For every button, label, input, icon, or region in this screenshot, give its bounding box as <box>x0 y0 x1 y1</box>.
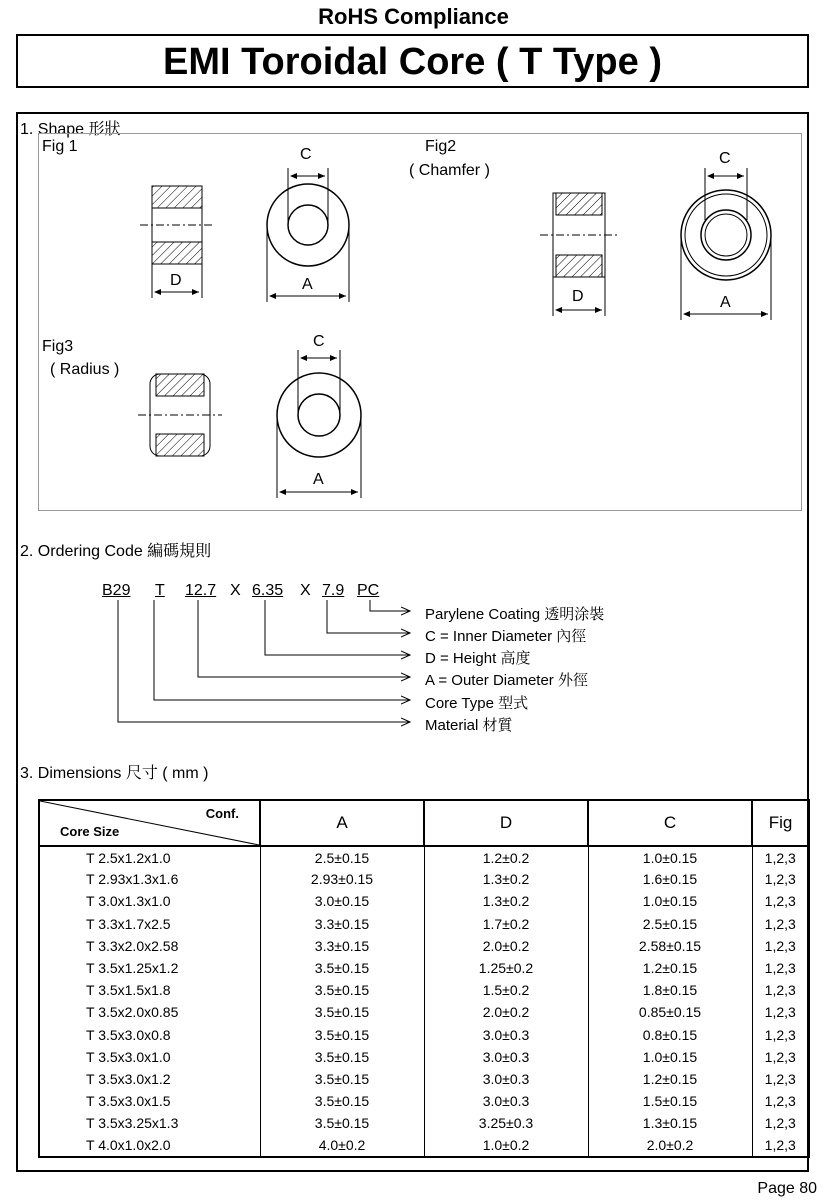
cell-d: 1.7±0.2 <box>424 913 588 935</box>
cell-c: 1.8±0.15 <box>588 979 752 1001</box>
desc-height: D = Height 高度 <box>425 650 531 667</box>
cell-fig: 1,2,3 <box>752 1090 809 1112</box>
code-part-type: T <box>155 582 165 599</box>
table-row <box>39 935 809 957</box>
cell-a: 2.5±0.15 <box>260 846 424 868</box>
cell-core-size: T 3.5x3.0x1.5 <box>39 1090 260 1112</box>
cell-core-size: T 3.5x3.0x0.8 <box>39 1024 260 1046</box>
fig3-label: Fig3 <box>42 338 74 355</box>
cell-fig: 1,2,3 <box>752 1046 809 1068</box>
code-part-d: 6.35 <box>252 582 284 599</box>
cell-core-size: T 3.3x2.0x2.58 <box>39 935 260 957</box>
cell-core-size: T 2.93x1.3x1.6 <box>39 868 260 890</box>
cell-d: 2.0±0.2 <box>424 935 588 957</box>
cell-fig: 1,2,3 <box>752 868 809 890</box>
cell-d: 3.0±0.3 <box>424 1024 588 1046</box>
column-header-d: D <box>424 800 588 846</box>
code-part-a: 12.7 <box>185 582 217 599</box>
desc-coating: Parylene Coating 透明涂裝 <box>425 606 605 623</box>
cell-core-size: T 3.5x3.25x1.3 <box>39 1112 260 1134</box>
table-row <box>39 957 809 979</box>
cell-a: 3.0±0.15 <box>260 890 424 912</box>
cell-core-size: T 3.5x2.0x0.85 <box>39 1001 260 1023</box>
cell-fig: 1,2,3 <box>752 1134 809 1156</box>
cell-a: 3.5±0.15 <box>260 1068 424 1090</box>
desc-inner-diameter: C = Inner Diameter 內徑 <box>425 628 587 645</box>
cell-c: 2.5±0.15 <box>588 913 752 935</box>
table-row <box>39 1024 809 1046</box>
shape-heading: 1. Shape 形狀 <box>20 121 121 138</box>
cell-c: 0.8±0.15 <box>588 1024 752 1046</box>
cell-d: 3.25±0.3 <box>424 1112 588 1134</box>
cell-fig: 1,2,3 <box>752 935 809 957</box>
page-title: EMI Toroidal Core ( T Type ) <box>16 34 809 88</box>
cell-core-size: T 3.5x3.0x1.0 <box>39 1046 260 1068</box>
table-row <box>39 979 809 1001</box>
cell-fig: 1,2,3 <box>752 846 809 868</box>
table-row <box>39 890 809 912</box>
rohs-heading: RoHS Compliance <box>318 4 509 29</box>
cell-d: 3.0±0.3 <box>424 1068 588 1090</box>
fig2-sublabel: ( Chamfer ) <box>409 162 490 179</box>
fig3-c-label: C <box>313 333 325 350</box>
table-body <box>39 846 809 1157</box>
column-header-c: C <box>588 800 752 846</box>
cell-c: 1.5±0.15 <box>588 1090 752 1112</box>
fig3-a-label: A <box>313 471 324 488</box>
cell-a: 3.5±0.15 <box>260 1046 424 1068</box>
code-part-coating: PC <box>357 582 380 599</box>
code-part-c: 7.9 <box>322 582 345 599</box>
cell-core-size: T 3.3x1.7x2.5 <box>39 913 260 935</box>
cell-d: 1.3±0.2 <box>424 890 588 912</box>
cell-fig: 1,2,3 <box>752 979 809 1001</box>
fig2-label: Fig2 <box>425 138 457 155</box>
cell-d: 1.25±0.2 <box>424 957 588 979</box>
cell-fig: 1,2,3 <box>752 1024 809 1046</box>
cell-fig: 1,2,3 <box>752 1001 809 1023</box>
cell-d: 3.0±0.3 <box>424 1046 588 1068</box>
code-separator: X <box>300 582 311 599</box>
fig2-c-label: C <box>719 150 731 167</box>
cell-a: 4.0±0.2 <box>260 1134 424 1156</box>
cell-a: 3.5±0.15 <box>260 1090 424 1112</box>
cell-c: 1.2±0.15 <box>588 1068 752 1090</box>
cell-c: 2.58±0.15 <box>588 935 752 957</box>
table-row <box>39 1068 809 1090</box>
cell-a: 3.5±0.15 <box>260 957 424 979</box>
corner-conf-label: Conf. <box>205 806 239 821</box>
table-row <box>39 1046 809 1068</box>
page-number: Page 80 <box>757 1180 817 1197</box>
cell-d: 2.0±0.2 <box>424 1001 588 1023</box>
cell-core-size: T 3.5x1.5x1.8 <box>39 979 260 1001</box>
cell-core-size: T 3.0x1.3x1.0 <box>39 890 260 912</box>
fig2-d-label: D <box>572 288 584 305</box>
cell-a: 2.93±0.15 <box>260 868 424 890</box>
ordering-leader-lines <box>0 595 420 735</box>
table-header-row <box>39 800 809 846</box>
ordering-heading: 2. Ordering Code 編碼規則 <box>20 543 212 560</box>
code-part-material: B29 <box>102 582 131 599</box>
corner-size-label: Core Size <box>60 824 120 839</box>
table-row <box>39 1090 809 1112</box>
cell-core-size: T 2.5x1.2x1.0 <box>39 846 260 868</box>
column-header-fig: Fig <box>752 800 809 846</box>
fig1-c-label: C <box>300 146 312 163</box>
fig1-a-label: A <box>302 276 313 293</box>
cell-a: 3.5±0.15 <box>260 979 424 1001</box>
cell-a: 3.5±0.15 <box>260 1112 424 1134</box>
cell-a: 3.3±0.15 <box>260 935 424 957</box>
table-row <box>39 1134 809 1156</box>
column-header-a: A <box>260 800 424 846</box>
cell-c: 1.2±0.15 <box>588 957 752 979</box>
cell-a: 3.5±0.15 <box>260 1001 424 1023</box>
desc-outer-diameter: A = Outer Diameter 外徑 <box>425 672 588 689</box>
cell-core-size: T 3.5x1.25x1.2 <box>39 957 260 979</box>
cell-fig: 1,2,3 <box>752 913 809 935</box>
dimensions-table <box>38 799 810 1158</box>
cell-fig: 1,2,3 <box>752 1112 809 1134</box>
code-separator: X <box>230 582 241 599</box>
cell-c: 1.0±0.15 <box>588 1046 752 1068</box>
cell-core-size: T 3.5x3.0x1.2 <box>39 1068 260 1090</box>
cell-c: 2.0±0.2 <box>588 1134 752 1156</box>
cell-fig: 1,2,3 <box>752 1068 809 1090</box>
table-row <box>39 846 809 868</box>
cell-c: 1.0±0.15 <box>588 890 752 912</box>
table-row <box>39 913 809 935</box>
table-row <box>39 1001 809 1023</box>
cell-a: 3.5±0.15 <box>260 1024 424 1046</box>
cell-d: 1.2±0.2 <box>424 846 588 868</box>
dimensions-heading: 3. Dimensions 尺寸 ( mm ) <box>20 765 209 782</box>
cell-c: 1.3±0.15 <box>588 1112 752 1134</box>
cell-fig: 1,2,3 <box>752 957 809 979</box>
fig1-d-label: D <box>170 272 182 289</box>
cell-c: 1.0±0.15 <box>588 846 752 868</box>
cell-d: 3.0±0.3 <box>424 1090 588 1112</box>
desc-material: Material 材質 <box>425 717 513 734</box>
fig2-a-label: A <box>720 294 731 311</box>
fig1-label: Fig 1 <box>42 138 78 155</box>
fig3-sublabel: ( Radius ) <box>50 361 120 378</box>
cell-core-size: T 4.0x1.0x2.0 <box>39 1134 260 1156</box>
fig3-side-view <box>138 374 222 456</box>
cell-c: 1.6±0.15 <box>588 868 752 890</box>
shape-drawings <box>0 0 827 520</box>
table-row <box>39 1112 809 1134</box>
cell-d: 1.5±0.2 <box>424 979 588 1001</box>
corner-header <box>39 800 260 846</box>
cell-d: 1.3±0.2 <box>424 868 588 890</box>
cell-fig: 1,2,3 <box>752 890 809 912</box>
desc-core-type: Core Type 型式 <box>425 695 529 712</box>
cell-d: 1.0±0.2 <box>424 1134 588 1156</box>
cell-c: 0.85±0.15 <box>588 1001 752 1023</box>
table-row <box>39 868 809 890</box>
cell-a: 3.3±0.15 <box>260 913 424 935</box>
